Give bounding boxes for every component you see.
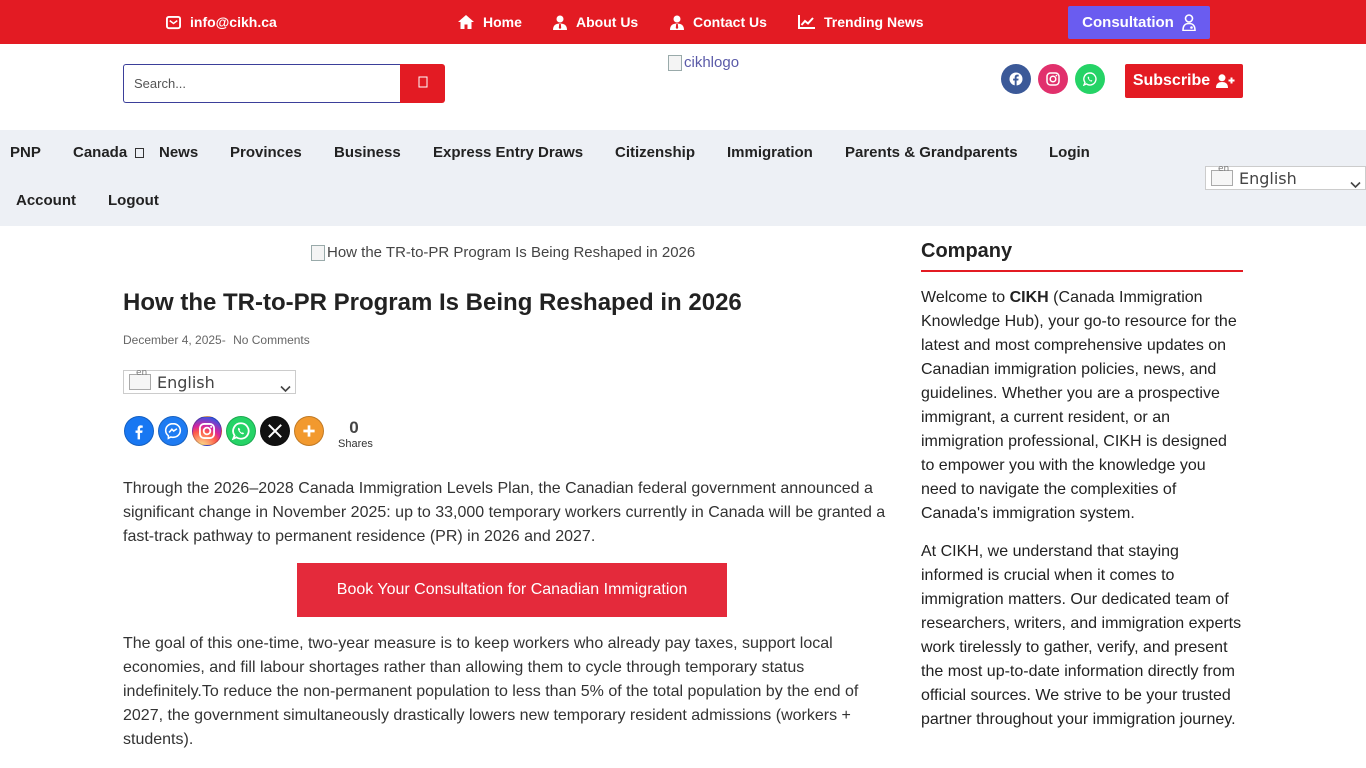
flag-icon	[129, 374, 151, 390]
broken-image-icon	[668, 55, 682, 71]
subscribe-button[interactable]	[1125, 64, 1243, 98]
share-count-label: Shares	[338, 438, 373, 450]
article-title: How the TR-to-PR Program Is Being Reshaped in 2026	[123, 289, 742, 316]
nav-item-label: Login	[1049, 144, 1090, 161]
share-x-icon[interactable]	[260, 416, 290, 446]
sidebar-paragraph	[921, 286, 1243, 526]
sidebar-text: Welcome to	[921, 289, 1010, 306]
sidebar-brand: CIKH	[1009, 289, 1049, 306]
user-tie-icon	[670, 15, 684, 30]
comments-link[interactable]: No Comments	[233, 333, 310, 347]
user-doctor-icon	[1182, 14, 1196, 31]
social-links	[1001, 64, 1105, 94]
share-instagram-icon[interactable]	[192, 416, 222, 446]
chevron-down-icon	[280, 378, 291, 397]
share-more-icon[interactable]	[294, 416, 324, 446]
nav-item-provinces[interactable]	[230, 144, 302, 161]
search-button[interactable]	[400, 64, 445, 103]
home-icon	[458, 15, 474, 29]
flag-icon	[1211, 170, 1233, 186]
share-counter	[338, 418, 373, 450]
hero-image-alt: How the TR-to-PR Program Is Being Reshaped in 2026	[327, 244, 696, 261]
subscribe-label: Subscribe	[1132, 72, 1211, 89]
nav-item-canada[interactable]	[73, 144, 144, 161]
envelope-icon	[166, 15, 181, 30]
nav-item-business[interactable]	[334, 144, 401, 161]
nav-item-label: Provinces	[230, 144, 302, 161]
sidebar-divider	[921, 270, 1243, 272]
user-plus-icon	[1216, 74, 1235, 88]
about-label: About Us	[576, 14, 639, 30]
email-text: info@cikh.ca	[190, 14, 277, 30]
nav-item-pnp[interactable]	[10, 144, 41, 161]
main-nav	[0, 130, 1366, 226]
contact-label: Contact Us	[693, 14, 767, 30]
nav-item-news[interactable]	[159, 144, 198, 161]
article-hero-image	[311, 244, 695, 261]
language-select-article[interactable]	[123, 370, 296, 394]
share-facebook-icon[interactable]	[124, 416, 154, 446]
facebook-icon[interactable]	[1001, 64, 1031, 94]
book-consultation-button[interactable]	[297, 563, 727, 617]
language-label: English	[157, 372, 215, 392]
nav-item-express-entry[interactable]	[433, 144, 583, 161]
sidebar-paragraph: At CIKH, we understand that staying informed is crucial when it comes to immigration matters. Our dedicated team of researchers, writers, and immigration experts work tirelessly to gather, verify, and present the most up-to-date information directly from official sources. We strive to be your trusted partner throughout your immigration journey.	[921, 543, 1242, 728]
article-date: December 4, 2025	[123, 333, 222, 347]
nav-item-parents[interactable]	[845, 144, 1018, 161]
broken-image-icon	[311, 245, 325, 261]
user-tie-icon	[553, 15, 567, 30]
nav-trending-link[interactable]	[798, 0, 924, 44]
share-count-number: 0	[349, 418, 359, 437]
nav-item-login[interactable]	[1049, 144, 1090, 161]
chart-line-icon	[798, 15, 815, 29]
nav-item-immigration[interactable]	[727, 144, 813, 161]
dropdown-icon	[135, 148, 144, 158]
consultation-button[interactable]	[1068, 6, 1210, 39]
share-buttons	[124, 416, 324, 446]
nav-item-label: Parents & Grandparents	[845, 144, 1018, 161]
search-input[interactable]	[123, 64, 400, 103]
search-form	[123, 64, 445, 103]
nav-item-label: Canada	[73, 144, 128, 161]
instagram-icon[interactable]	[1038, 64, 1068, 94]
nav-item-label: Express Entry Draws	[433, 144, 584, 161]
nav-item-label: Logout	[108, 192, 159, 209]
sidebar-text: (Canada Immigration Knowledge Hub), your go-to resource for the latest and most comprehensive updates on Canadian immigration policies, news, and guidelines. Whether you are a prospective immigrant, a current resident, or an immigration professional, CIKH is designed to empower you with the knowledge you need to navigate the complexities of Canada's immigration system.	[921, 289, 1237, 522]
nav-about-link[interactable]	[553, 0, 638, 44]
nav-item-logout[interactable]	[108, 192, 159, 209]
article-paragraph: The goal of this one-time, two-year measure is to keep workers who already pay taxes, support local economies, and fill labour shortages rather than allowing them to cycle through temporary status indefinitely.To reduce the non-permanent population to less than 5% of the total population by the end of 2027, the government simultaneously drastically lowers new temporary resident admissions (workers + students).	[123, 635, 859, 748]
language-select-header[interactable]	[1205, 166, 1366, 190]
sidebar-title: Company	[921, 240, 1013, 262]
logo-alt-text: cikhlogo	[684, 54, 740, 71]
whatsapp-icon[interactable]	[1075, 64, 1105, 94]
article-meta: December 4, 2025- No Comments	[123, 333, 310, 347]
share-whatsapp-icon[interactable]	[226, 416, 256, 446]
email-link[interactable]	[166, 0, 277, 44]
article-paragraph: Through the 2026–2028 Canada Immigration Levels Plan, the Canadian federal government announced a significant change in November 2025: up to 33,000 temporary workers currently in Canada will be granted a fast-track pathway to permanent residence (PR) in 2026 and 2027.	[123, 480, 886, 545]
top-bar	[0, 0, 1366, 44]
share-messenger-icon[interactable]	[158, 416, 188, 446]
search-icon	[418, 76, 428, 91]
nav-item-citizenship[interactable]	[615, 144, 695, 161]
chevron-down-icon	[1350, 174, 1361, 193]
site-logo[interactable]	[668, 54, 739, 71]
nav-home-link[interactable]	[458, 0, 522, 44]
trending-label: Trending News	[824, 14, 924, 30]
nav-item-label: Citizenship	[615, 144, 696, 161]
nav-item-label: News	[159, 144, 199, 161]
cta-label: Book Your Consultation for Canadian Immigration	[336, 581, 688, 598]
home-label: Home	[483, 14, 522, 30]
language-label: English	[1239, 168, 1297, 188]
nav-item-label: PNP	[10, 144, 41, 161]
nav-item-label: Immigration	[727, 144, 813, 161]
nav-item-label: Business	[334, 144, 401, 161]
nav-item-label: Account	[16, 192, 76, 209]
consultation-label: Consultation	[1082, 14, 1174, 31]
nav-item-account[interactable]	[16, 192, 76, 209]
nav-contact-link[interactable]	[670, 0, 767, 44]
